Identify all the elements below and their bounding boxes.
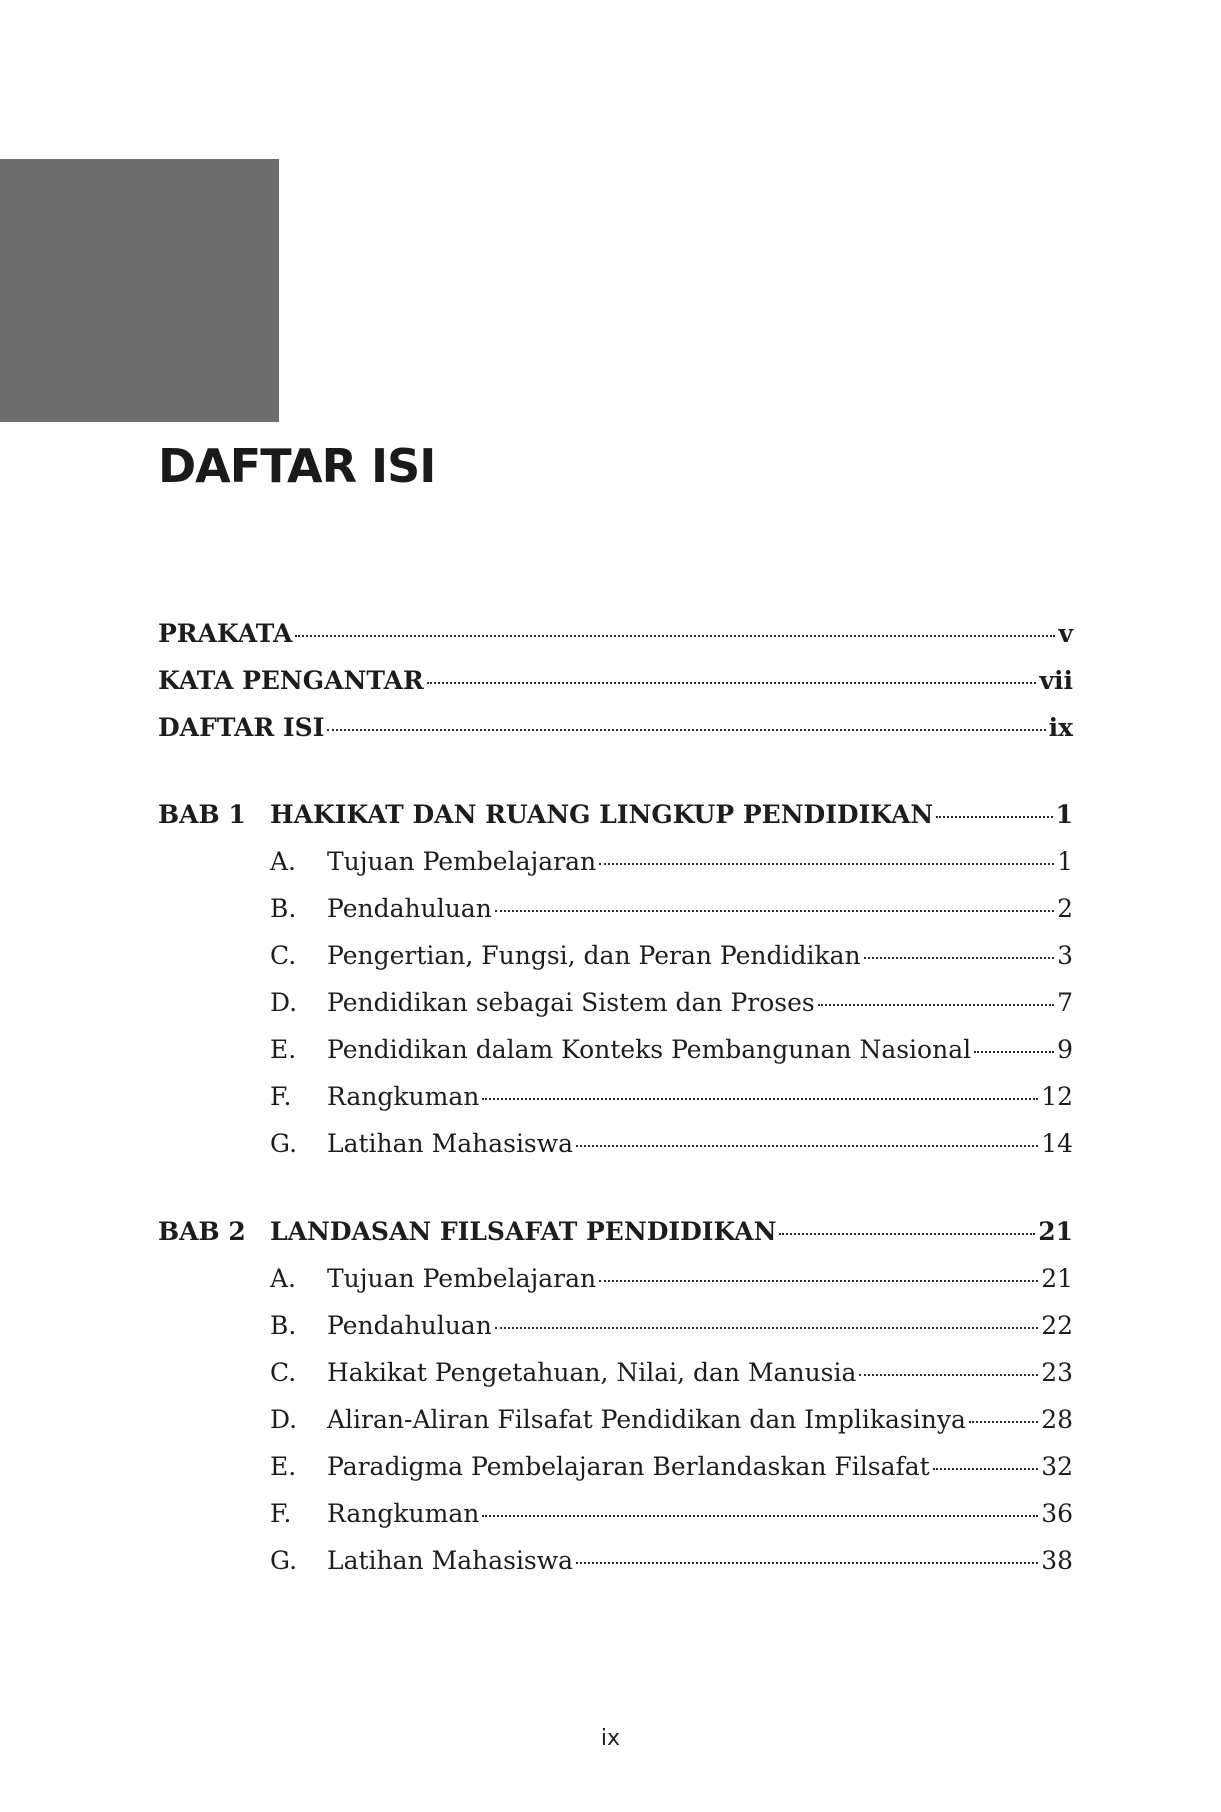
toc-entry-page: 9 — [1057, 1035, 1073, 1064]
toc-entry-page: 28 — [1041, 1405, 1073, 1434]
toc-entry-page: 3 — [1057, 941, 1073, 970]
section-title: Pendidikan dalam Konteks Pembangunan Nasional — [327, 1035, 972, 1064]
toc-entry-page: v — [1058, 619, 1073, 648]
section-letter: D. — [270, 988, 298, 1017]
section-title: Latihan Mahasiswa — [327, 1129, 574, 1158]
toc-section[interactable] — [270, 1403, 1073, 1437]
dot-leader — [974, 1051, 1054, 1053]
section-letter: A. — [270, 1264, 297, 1293]
toc-section[interactable] — [270, 1127, 1073, 1161]
toc-section[interactable] — [270, 1033, 1073, 1067]
section-letter: F. — [270, 1082, 292, 1111]
dot-leader — [327, 729, 1045, 731]
section-letter: D. — [270, 1405, 298, 1434]
dot-leader — [495, 1327, 1038, 1329]
section-title: Paradigma Pembelajaran Berlandaskan Filsafat — [327, 1452, 930, 1481]
section-letter: A. — [270, 847, 297, 876]
section-title: Pengertian, Fungsi, dan Peran Pendidikan — [327, 941, 861, 970]
section-letter: G. — [270, 1546, 298, 1575]
section-title: Tujuan Pembelajaran — [327, 1264, 597, 1293]
chapter-number: BAB 2 — [158, 1217, 246, 1246]
dot-leader — [599, 863, 1054, 865]
section-letter: E. — [270, 1452, 297, 1481]
section-title: Aliran-Aliran Filsafat Pendidikan dan Implikasinya — [327, 1405, 966, 1434]
dot-leader — [859, 1374, 1038, 1376]
dot-leader — [427, 682, 1037, 684]
toc-entry-page: vii — [1039, 666, 1073, 695]
section-letter: G. — [270, 1129, 298, 1158]
toc-entry-label: DAFTAR ISI — [158, 713, 325, 742]
toc-section[interactable] — [270, 1080, 1073, 1114]
toc-entry-page: 12 — [1041, 1082, 1073, 1111]
toc-entry-page: 1 — [1057, 847, 1073, 876]
dot-leader — [599, 1280, 1038, 1282]
dot-leader — [969, 1421, 1038, 1423]
dot-leader — [779, 1233, 1035, 1235]
toc-section[interactable] — [270, 1544, 1073, 1578]
toc-entry-daftar-isi[interactable] — [158, 711, 1073, 745]
toc-entry-page: 36 — [1041, 1499, 1073, 1528]
toc-entry-page: 22 — [1041, 1311, 1073, 1340]
section-title: Pendahuluan — [327, 894, 492, 923]
toc-chapter-bab-2[interactable] — [158, 1215, 1073, 1249]
toc-entry-page: ix — [1048, 713, 1073, 742]
dot-leader — [576, 1562, 1038, 1564]
dot-leader — [295, 635, 1055, 637]
section-letter: B. — [270, 1311, 297, 1340]
section-letter: C. — [270, 1358, 297, 1387]
toc-section[interactable] — [270, 1450, 1073, 1484]
toc-entry-page: 21 — [1038, 1217, 1073, 1246]
section-letter: E. — [270, 1035, 297, 1064]
toc-entry-prakata[interactable] — [158, 617, 1073, 651]
chapter-number: BAB 1 — [158, 800, 246, 829]
page-number: ix — [600, 1726, 621, 1751]
toc-section[interactable] — [270, 1497, 1073, 1531]
toc-entry-page: 1 — [1055, 800, 1073, 829]
dot-leader — [818, 1004, 1054, 1006]
section-title: Hakikat Pengetahuan, Nilai, dan Manusia — [327, 1358, 857, 1387]
dot-leader — [864, 957, 1054, 959]
toc-entry-page: 21 — [1041, 1264, 1073, 1293]
dot-leader — [482, 1098, 1038, 1100]
toc-chapter-bab-1[interactable] — [158, 798, 1073, 832]
dot-leader — [576, 1145, 1038, 1147]
toc-entry-page: 2 — [1057, 894, 1073, 923]
toc-section[interactable] — [270, 986, 1073, 1020]
chapter-title: LANDASAN FILSAFAT PENDIDIKAN — [270, 1217, 777, 1246]
section-title: Tujuan Pembelajaran — [327, 847, 597, 876]
section-letter: B. — [270, 894, 297, 923]
dot-leader — [936, 816, 1052, 818]
toc-section[interactable] — [270, 1309, 1073, 1343]
page-title: DAFTAR ISI — [158, 439, 436, 493]
dot-leader — [482, 1515, 1038, 1517]
toc-entry-page: 7 — [1057, 988, 1073, 1017]
section-title: Pendidikan sebagai Sistem dan Proses — [327, 988, 815, 1017]
section-title: Rangkuman — [327, 1082, 480, 1111]
chapter-title: HAKIKAT DAN RUANG LINGKUP PENDIDIKAN — [270, 800, 934, 829]
dot-leader — [933, 1468, 1038, 1470]
toc-entry-page: 38 — [1041, 1546, 1073, 1575]
toc-entry-label: PRAKATA — [158, 619, 293, 648]
toc-section[interactable] — [270, 1262, 1073, 1296]
toc-section[interactable] — [270, 1356, 1073, 1390]
section-title: Latihan Mahasiswa — [327, 1546, 574, 1575]
section-title: Rangkuman — [327, 1499, 480, 1528]
section-title: Pendahuluan — [327, 1311, 492, 1340]
toc-section[interactable] — [270, 845, 1073, 879]
toc-entry-label: KATA PENGANTAR — [158, 666, 424, 695]
dot-leader — [495, 910, 1054, 912]
toc-entry-page: 14 — [1041, 1129, 1073, 1158]
section-letter: C. — [270, 941, 297, 970]
toc-section[interactable] — [270, 939, 1073, 973]
section-letter: F. — [270, 1499, 292, 1528]
toc-entry-page: 32 — [1041, 1452, 1073, 1481]
toc-section[interactable] — [270, 892, 1073, 926]
toc-entry-page: 23 — [1041, 1358, 1073, 1387]
toc-entry-kata-pengantar[interactable] — [158, 664, 1073, 698]
